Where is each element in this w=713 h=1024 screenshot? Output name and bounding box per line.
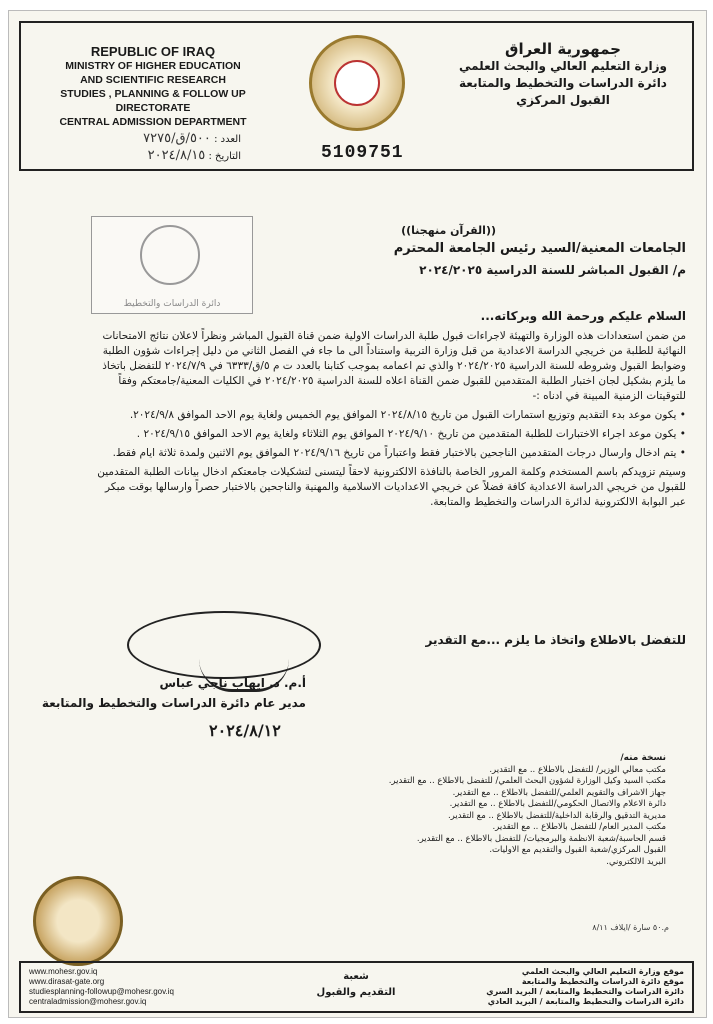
date-label: التاريخ : xyxy=(208,151,241,162)
number-label: العدد : xyxy=(214,134,241,145)
reference-block xyxy=(51,131,241,165)
ar-line: القبول المركزي xyxy=(516,93,610,107)
letterhead-english xyxy=(33,45,273,129)
typist-ref: م.٥٠ سارة /ايلاف ٨/١١ xyxy=(592,923,669,932)
letterhead xyxy=(19,21,694,171)
copy-item: مديرية التدقيق والرقابة الداخلية/للتفضل بالاطلاع .. مع التقدير. xyxy=(447,810,666,821)
copies-heading: نسخة منه/ xyxy=(620,753,666,763)
footer-labels: موقع وزارة التعليم العالي والبحث العلمي موقع دائرة الدراسات والتخطيط والمتابعة دائرة الدراسات والتخطيط والمتابعة / البريد السري دائرة الدراسات والتخطيط والمتابعة / البريد العادي xyxy=(486,967,684,1006)
ministry-seal-icon xyxy=(309,35,405,131)
copy-item: دائرة الاعلام والاتصال الحكومي/للتفضل بالاطلاع .. مع التقدير. xyxy=(449,799,666,809)
footer-link[interactable]: www.mohesr.gov.iq xyxy=(29,967,98,976)
ar-line: وزارة التعليم العالي والبحث العلمي xyxy=(458,59,668,73)
copy-item: القبول المركزي/شعبة القبول والتقديم مع الاوليات. xyxy=(489,845,666,855)
number-value: ٥٠٠/ق/٧٢٧٥ xyxy=(143,131,211,146)
en-line: CENTRAL ADMISSION DEPARTMENT xyxy=(59,116,247,128)
bullet-item: • يكون موعد بدء التقديم وتوزيع استمارات القبول من تاريخ ٢٠٢٤/٨/١٥ الموافق يوم الخميس ولغاية يوم الاحد الموافق ٢٠٢٤/٩/٨. xyxy=(129,409,686,421)
bullet-item: • يتم ادخال وارسال درجات المتقدمين الناجحين بالاختبار فقط واعتباراً من تاريخ ٢٠٢٤/٩/١٦ الموافق يوم الاثنين ولمدة ثلاثة ايام فقط. xyxy=(112,447,686,459)
footer-link[interactable]: www.dirasat-gate.org xyxy=(29,977,105,986)
ar-line: جمهورية العراق xyxy=(505,40,621,58)
serial-number: 5109751 xyxy=(321,143,404,163)
letterhead-arabic xyxy=(448,41,678,109)
signatory-name: أ.م. د. ايهاب ناجي عباس xyxy=(159,676,306,690)
copy-item: مكتب السيد وكيل الوزارة لشؤون البحث العلمي/ للتفضل بالاطلاع .. مع التقدير. xyxy=(388,776,666,786)
paragraph-text: من ضمن استعدادات هذه الوزارة والتهيئة لاجراءات قبول طلبة الدراسات الاولية ضمن قناة القبول المباشر ونظراً لاعلان نتائج الامتحانات النهائية للطلبة من خريجي الدراسة الاعدادية من قبل وزارة التربية واستناداً الى ما جاء في الفصل الثاني من دليل إجراءات شؤون الطلبة وضوابط القبول وشروطه للسنة الدراسية ٢٠٢٤/٢٠٢٥ والذي تم اعمامه بموجب كتابنا بالعدد ت م ٥/ق/٦٣٣٣ في ٢٠٢٤/٧/٩ للتفضل باتخاذ ما يلزم بشكيل لجان اختبار الطلبة المتقدمين للقبول ضمن القناة اعلاه للسنة الدراسية ٢٠٢٤/٢٠٢٥ في الكليات المعنية/جامعتكم وفقاً للتوقيتات الزمنية المبينة في ادناه :- xyxy=(102,330,686,402)
copy-item: مكتب معالي الوزير/ للتفضل بالاطلاع .. مع التقدير. xyxy=(489,764,666,775)
signatory-title: مدير عام دائرة الدراسات والتخطيط والمتابعة xyxy=(41,696,306,710)
copy-item: جهاز الاشراف والتقويم العلمي/للتفضل بالاطلاع .. مع التقدير. xyxy=(452,787,666,798)
copy-item: مكتب المدير العام/ للتفضل بالاطلاع .. مع التقدير. xyxy=(492,822,666,832)
paragraph-text: وسيتم تزويدكم باسم المستخدم وكلمة المرور الخاصة بالنافذة الالكترونية لاحقاً ليتسنى لتشكيلات جامعتكم ادخال بيانات الطلبة المتقدمين للقبول من خريجي الدراسة الاعدادية كافة فضلاً عن خريجي الاعداديات الاسلامية والمهنية والناجحين بالاختبار حصراً وارسالها بوقت مبكر عبر البوابة الالكترونية لدائرة الدراسات والتخطيط والمتابعة. xyxy=(97,466,686,508)
copies-list xyxy=(366,753,666,868)
en-line: STUDIES , PLANNING & FOLLOW UP DIRECTORATE xyxy=(60,88,246,114)
ar-line: دائرة الدراسات والتخطيط والمتابعة xyxy=(459,76,667,90)
stamp-text: دائرة الدراسات والتخطيط xyxy=(123,299,221,309)
body-paragraph xyxy=(96,329,686,510)
date-value: ٢٠٢٤/٨/١٥ xyxy=(147,148,206,163)
en-line: MINISTRY OF HIGHER EDUCATION xyxy=(65,60,241,72)
footer-section: شعبة التقديم والقبول xyxy=(316,971,396,998)
copy-item: قسم الحاسبة/شعبة الانظمة والبرمجيات/ للتفضل بالاطلاع .. مع التقدير. xyxy=(416,833,666,844)
greeting: السلام عليكم ورحمة الله وبركاته... xyxy=(480,309,686,323)
letter-page xyxy=(8,10,707,1018)
closing-line: للتفضل بالاطلاع واتخاذ ما يلزم ...مع التقدير xyxy=(425,633,686,647)
footer-link[interactable]: studiesplanning-followup@mohesr.gov.iq xyxy=(29,987,174,996)
signatory-block xyxy=(6,673,306,713)
en-line: REPUBLIC OF IRAQ xyxy=(90,44,216,59)
en-line: AND SCIENTIFIC RESEARCH xyxy=(80,74,226,86)
footer-links xyxy=(29,967,174,1007)
signature-date: ٢٠٢٤/٨/١٢ xyxy=(209,721,281,740)
footer-link[interactable]: centraladmission@mohesr.gov.iq xyxy=(29,997,147,1006)
quran-motto: ((القرآن منهجنا)) xyxy=(401,224,496,237)
footer xyxy=(19,961,694,1013)
bottom-seal-icon xyxy=(33,876,123,966)
subject: م/ القبول المباشر للسنة الدراسية ٢٠٢٤/٢٠٢٥ xyxy=(419,263,686,277)
copy-item: البريد الالكتروني. xyxy=(606,856,666,867)
addressee: الجامعات المعنية/السيد رئيس الجامعة المحترم xyxy=(393,241,686,256)
bullet-item: • يكون موعد اجراء الاختبارات للطلبة المتقدمين من تاريخ ٢٠٢٤/٩/١٠ الموافق يوم الثلاثاء ولغاية يوم الاحد الموافق ٢٠٢٤/٩/١٥ . xyxy=(136,428,686,440)
